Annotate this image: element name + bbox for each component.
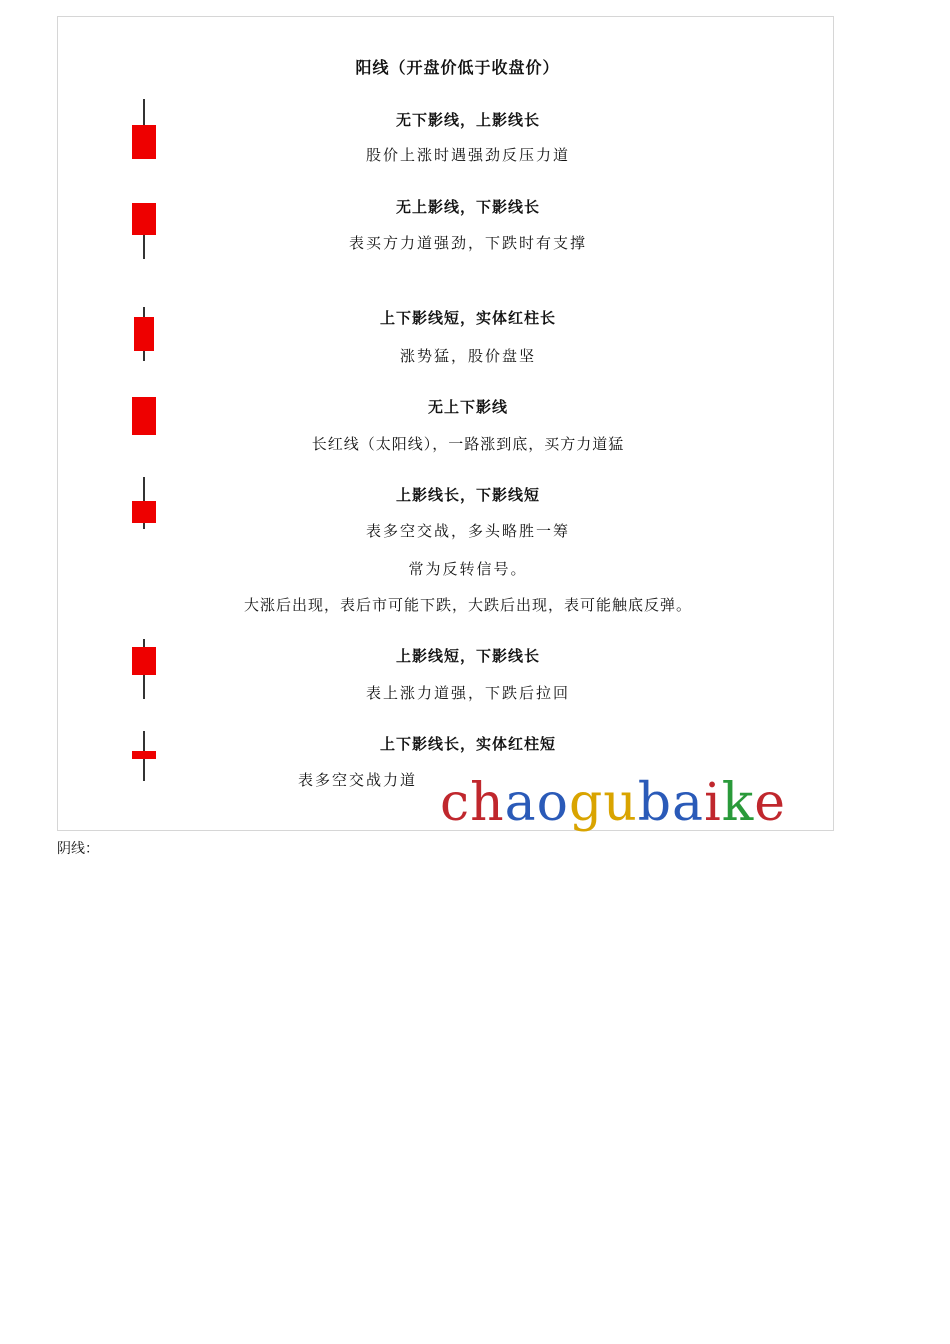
caption: 阴线： — [57, 841, 99, 857]
item-6-heading: 上影线短，下影线长 — [395, 647, 540, 665]
candlestick-figure — [57, 16, 834, 831]
item-7-heading: 上下影线长，实体红柱短 — [379, 735, 556, 753]
candle-3-icon — [128, 307, 160, 361]
candle-7-icon — [128, 731, 160, 781]
item-2-desc: 表买方力道强劲，下跌时有支撑 — [348, 234, 587, 252]
candle-1-icon — [128, 99, 160, 161]
item-3-desc: 涨势猛，股价盘坚 — [399, 347, 536, 365]
logo-letter: o — [536, 773, 569, 833]
chaogubaike-logo — [440, 773, 786, 833]
item-2-heading: 无上影线，下影线长 — [395, 198, 540, 216]
item-5-desc2: 常为反转信号。 — [408, 560, 528, 578]
logo-letter: a — [504, 773, 537, 833]
item-4-heading: 无上下影线 — [427, 398, 508, 416]
logo-letter: a — [672, 773, 705, 833]
item-1-heading: 无下影线，上影线长 — [395, 111, 540, 129]
item-3-heading: 上下影线短，实体红柱长 — [379, 309, 556, 327]
logo-letter: h — [470, 773, 505, 833]
item-5-heading: 上影线长，下影线短 — [395, 486, 540, 504]
candle-2-icon — [128, 203, 160, 259]
logo-letter: c — [440, 773, 471, 833]
item-7-desc: 表多空交战力道 — [298, 771, 418, 789]
candle-6-icon — [128, 639, 160, 699]
item-5-desc: 表多空交战，多头略胜一筹 — [365, 522, 570, 540]
logo-letter: k — [721, 773, 755, 833]
logo-letter: b — [637, 773, 673, 833]
figure-title: 阳线（开盘价低于收盘价） — [355, 58, 560, 77]
item-4-desc: 长红线（太阳线），一路涨到底，买方力道猛 — [311, 435, 625, 453]
item-5-desc3: 大涨后出现，表后市可能下跌，大跌后出现，表可能触底反弹。 — [243, 596, 692, 614]
logo-letter: i — [704, 773, 722, 833]
logo-letter: e — [754, 773, 786, 833]
logo-letter: g — [568, 773, 604, 833]
candle-5-icon — [128, 477, 160, 529]
item-1-desc: 股价上涨时遇强劲反压力道 — [365, 146, 570, 164]
logo-letter: u — [603, 773, 638, 833]
item-6-desc: 表上涨力道强，下跌后拉回 — [365, 684, 570, 702]
candle-4-icon — [128, 397, 160, 435]
